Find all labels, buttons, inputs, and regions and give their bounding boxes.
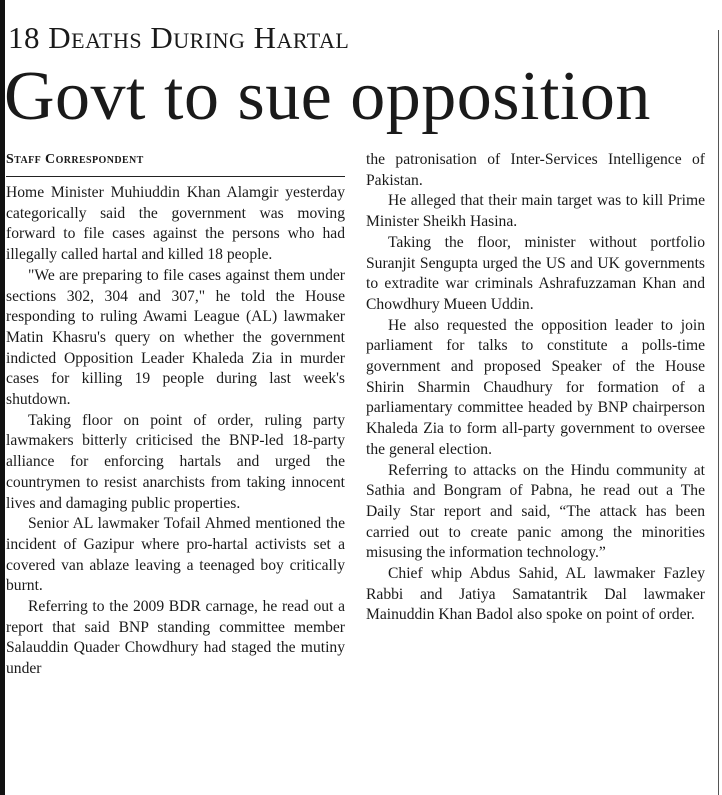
paragraph: Chief whip Abdus Sahid, AL lawmaker Fazley Rabbi and Jatiya Samatantrik Dal lawmaker Mainuddin Khan Badol also spoke on point of order.: [366, 565, 705, 624]
paragraph: "We are preparing to file cases against them under sections 302, 304 and 307," he told the House responding to ruling Awami League (AL) lawmaker Matin Khasru's query on whether the government indicted Opposition Leader Khaleda Zia in murder cases for killing 19 people during last week's shutdown.: [6, 266, 345, 409]
paragraph: He also requested the opposition leader to join parliament for talks to constitute a polls-time government and proposed Speaker of the House Shirin Sharmin Chaudhury for formation of a parliamentary committee headed by BNP chairperson Khaleda Zia to form all-party government to oversee the general election.: [366, 316, 705, 458]
paragraph: Taking floor on point of order, ruling party lawmakers bitterly criticised the BNP-led 18-party alliance for enforcing hartals and urged the countrymen to resist anarchists from taking innocent lives and damaging public properties.: [6, 411, 345, 512]
paragraph: Senior AL lawmaker Tofail Ahmed mentioned the incident of Gazipur where pro-hartal activists set a covered van ablaze leaving a teenaged boy critically burnt.: [6, 515, 345, 595]
byline-rule: [6, 176, 345, 177]
paragraph: Taking the floor, minister without portfolio Suranjit Sengupta urged the US and UK governments to extradite war criminals Ashrafuzzaman Khan and Chowdhury Mueen Uddin.: [366, 233, 705, 313]
paragraph: the patronisation of Inter-Services Intelligence of Pakistan.: [366, 151, 705, 189]
byline: Staff Correspondent: [6, 152, 144, 167]
paragraph: Referring to attacks on the Hindu community at Sathia and Bongram of Pabna, he read out a The Daily Star report and said, “The attack has been carried out to create panic among the minorities misusing the information technology.”: [366, 461, 705, 562]
kicker-headline: 18 Deaths During Hartal: [8, 20, 350, 55]
article-column-1: [6, 150, 345, 680]
article-column-2: [366, 150, 705, 626]
paragraph: Referring to the 2009 BDR carnage, he read out a report that said BNP standing committee member Salauddin Quader Chowdhury had staged the mutiny under: [6, 598, 345, 678]
right-border-rule: [718, 30, 719, 795]
paragraph: Home Minister Muhiuddin Khan Alamgir yesterday categorically said the government was moving forward to file cases against the persons who had illegally called hartal and killed 18 people.: [6, 184, 345, 264]
paragraph: He alleged that their main target was to kill Prime Minister Sheikh Hasina.: [366, 192, 705, 231]
main-headline: Govt to sue opposition: [4, 58, 651, 135]
